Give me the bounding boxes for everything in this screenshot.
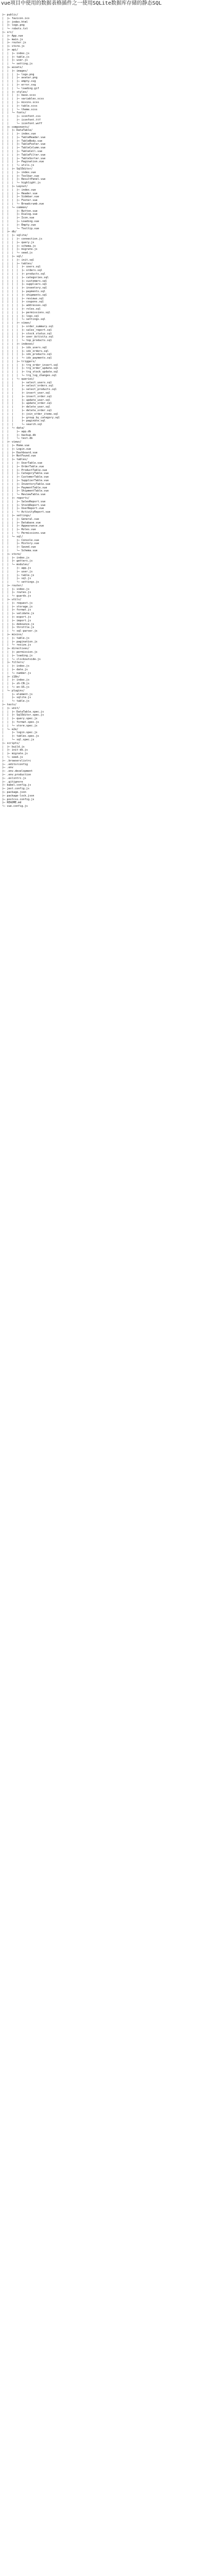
tree-line: │ │ │ │ ├─ reviews.sql — [2, 297, 44, 300]
tree-line: │ ├─ build.js — [2, 745, 25, 749]
tree-line: │ │ │ ├─ CustomerTable.vue — [2, 476, 49, 479]
tree-line: │ │ │ │ ├─ categories.sql — [2, 276, 49, 279]
tree-line: │ │ │ │ ├─ payments.sql — [2, 290, 46, 293]
tree-line: │ │ ├─ Icon.vue — [2, 216, 34, 220]
tree-line: │ │ │ └─ theme.scss — [2, 108, 38, 111]
tree-line: │ │ └─ modules/ — [2, 563, 30, 567]
tree-line: │ │ ├─ History.vue — [2, 542, 39, 546]
tree-line: │ │ ├─ sql.js — [2, 577, 31, 581]
tree-line: │ │ ├─ export.js — [2, 616, 31, 619]
tree-line: │ ├─ api/ — [2, 48, 19, 52]
tree-line: │ ├─ login.spec.js — [2, 731, 38, 735]
tree-line: │ └─ robots.txt — [2, 27, 28, 31]
tree-line: │ │ │ │ ├─ user_activity.sql — [2, 335, 53, 339]
tree-line: │ ├─ views/ — [2, 440, 22, 444]
tree-line: │ │ ├─ format.spec.js — [2, 720, 39, 724]
tree-line: │ │ │ ├─ index.vue — [2, 171, 36, 174]
tree-line: │ ├─ index.html — [2, 20, 28, 24]
tree-line: │ │ │ │ ├─ inventory.sql — [2, 286, 47, 290]
tree-line: │ │ ├─ user.js — [2, 59, 28, 62]
tree-line: │ │ │ ├─ views/ — [2, 321, 31, 325]
tree-line: │ │ ├─ Saved.vue — [2, 546, 36, 549]
tree-line: │ │ │ ├─ query.js — [2, 241, 34, 244]
tree-line: │ │ ├─ SqlEditor/ — [2, 167, 33, 171]
tree-line: │ │ ├─ iconfont.css — [2, 115, 41, 118]
tree-line: │ │ │ ├─ CategoryTable.vue — [2, 472, 49, 476]
tree-line: │ │ ├─ table.js — [2, 636, 30, 640]
tree-line: │ │ │ ├─ mixins.scss — [2, 100, 39, 104]
tree-line: │ │ └─ sql-parser.js — [2, 630, 38, 633]
tree-line: │ ├─ store.js — [2, 45, 25, 48]
tree-line: │ │ │ ├─ avatar.png — [2, 76, 38, 80]
tree-line: │ │ ├─ index.js — [2, 665, 30, 668]
tree-line: │ ├─ element.js — [2, 692, 33, 696]
tree-line: │ │ │ ├─ SalesReport.vue — [2, 500, 46, 503]
tree-line: │ │ ├─ index.js — [2, 587, 30, 591]
tree-line: │ │ │ ├─ select_products.sql — [2, 388, 57, 392]
tree-line: │ ├─ logo.png — [2, 24, 25, 27]
tree-line: │ ├─ store/ — [2, 552, 22, 556]
tree-line: │ │ ├─ DataTable.spec.js — [2, 710, 44, 714]
tree-line: ├─ postcss.config.js — [2, 798, 34, 801]
tree-line: ├─ .eslintrc.js — [2, 776, 26, 780]
tree-line: ├─ babel.config.js — [2, 784, 31, 787]
tree-line: │ │ │ ├─ tables/ — [2, 262, 33, 265]
tree-line: │ │ ├─ request.js — [2, 601, 33, 605]
tree-line: │ │ ├─ DataTable/ — [2, 129, 33, 132]
tree-line: │ │ │ │ ├─ orders.sql — [2, 269, 43, 273]
tree-line: │ ├─ App.vue — [2, 34, 23, 38]
tree-line: │ │ ├─ settings/ — [2, 514, 31, 517]
tree-line: │ │ ├─ storage.js — [2, 605, 33, 608]
tree-line: │ │ │ ├─ select_users.sql — [2, 381, 52, 384]
tree-line: │ │ │ ├─ empty.svg — [2, 80, 36, 83]
tree-line: │ │ │ │ ├─ logs.sql — [2, 314, 39, 318]
tree-line: │ ├─ init-db.js — [2, 749, 28, 752]
tree-line: │ ├─ directives/ — [2, 647, 30, 651]
tree-line: │ │ │ ├─ group_by_category.sql — [2, 416, 60, 419]
tree-line: │ │ ├─ Console.vue — [2, 538, 39, 542]
tree-line: │ │ │ │ └─ settings.sql — [2, 318, 46, 321]
tree-line: │ │ ├─ debounce.js — [2, 622, 34, 626]
tree-line: │ │ │ │ ├─ roles.sql — [2, 307, 41, 311]
tree-line: │ │ │ ├─ index.vue — [2, 188, 36, 192]
tree-line: │ ├─ unit/ — [2, 706, 20, 710]
tree-line: │ │ │ ├─ ResultPanel.vue — [2, 178, 46, 181]
tree-line: │ │ └─ number.js — [2, 671, 31, 675]
tree-line: │ │ │ │ ├─ idx_products.sql — [2, 353, 52, 357]
tree-line: │ └─ e2e/ — [2, 727, 19, 731]
tree-line: │ │ ├─ tables/ — [2, 458, 28, 462]
tree-line: │ │ │ ├─ paginate.sql — [2, 419, 46, 423]
tree-line: │ └─ table.js — [2, 700, 30, 703]
tree-line: │ │ │ └─ queries/ — [2, 377, 34, 381]
tree-line: │ │ │ ├─ update_user.sql — [2, 398, 50, 402]
tree-line: │ │ ├─ Login.vue — [2, 447, 31, 451]
tree-line: │ │ ├─ throttle.js — [2, 626, 34, 630]
tree-line: │ │ │ │ └─ idx_payments.sql — [2, 357, 52, 360]
tree-line: │ │ │ ├─ General.vue — [2, 517, 39, 521]
tree-line: │ │ └─ iconfont.woff — [2, 122, 43, 125]
tree-line: ├─ .gitignore — [2, 780, 23, 784]
tree-line: │ │ │ ├─ Database.vue — [2, 521, 41, 524]
tree-line: │ │ │ ├─ UserTable.vue — [2, 462, 43, 465]
tree-line: │ │ │ ├─ InventoryTable.vue — [2, 482, 50, 486]
tree-line: │ │ │ │ └─ top_products.sql — [2, 339, 52, 343]
tree-line: │ │ │ └─ highlight.js — [2, 181, 41, 185]
tree-line: │ │ │ └─ Breadcrumb.vue — [2, 202, 44, 206]
tree-line: │ │ │ └─ ReviewTable.vue — [2, 493, 46, 497]
tree-line: │ │ │ ├─ join_order_items.sql — [2, 412, 59, 416]
tree-line: │ │ └─ Schema.vue — [2, 549, 38, 552]
tree-line: │ │ │ ├─ ShipmentTable.vue — [2, 489, 49, 493]
tree-line: │ ├─ i18n/ — [2, 675, 20, 679]
tree-line: │ │ │ ├─ SupplierTable.vue — [2, 479, 49, 482]
tree-line: │ │ │ │ ├─ permissions.sql — [2, 311, 50, 314]
tree-line: │ │ │ ├─ Header.vue — [2, 192, 38, 195]
tree-line: │ ├─ router.js — [2, 41, 26, 45]
tree-line: │ │ ├─ table.js — [2, 55, 30, 59]
tree-line: │ │ └─ clickoutside.js — [2, 657, 41, 661]
tree-line: │ │ │ │ ├─ addresses.sql — [2, 304, 47, 308]
tree-line: │ │ └─ en-US.js — [2, 686, 30, 689]
tree-line: ├─ jest.config.js — [2, 787, 30, 791]
tree-line: │ │ │ ├─ TableFilter.vue — [2, 153, 46, 157]
tree-line: │ │ │ ├─ connection.js — [2, 238, 43, 241]
tree-line: │ │ │ ├─ delete_user.sql — [2, 405, 50, 409]
tree-line: │ │ │ ├─ logo.png — [2, 73, 34, 76]
tree-line: ├─ .env.production — [2, 773, 31, 776]
tree-line: │ │ ├─ iconfont.ttf — [2, 118, 41, 122]
tree-line: │ │ │ ├─ TableHeader.vue — [2, 135, 46, 139]
directory-tree — [2, 13, 213, 808]
tree-line: │ │ ├─ styles/ — [2, 90, 28, 94]
tree-line: │ ├─ db/ — [2, 230, 17, 234]
tree-line: │ │ │ │ ├─ shipments.sql — [2, 293, 47, 297]
tree-line: ├─ .browserslistrc — [2, 759, 31, 762]
tree-line: │ │ │ ├─ Footer.vue — [2, 199, 38, 202]
tree-line: │ │ └─ setting.js — [2, 62, 33, 66]
tree-line: ├─ src/ — [2, 30, 13, 34]
tree-line: │ │ │ ├─ variables.scss — [2, 97, 44, 101]
tree-line: │ │ │ ├─ Toolbar.vue — [2, 174, 39, 178]
tree-line: │ │ ├─ Layout/ — [2, 185, 28, 189]
tree-line: │ │ └─ sql/ — [2, 535, 23, 538]
tree-line: │ ├─ filters/ — [2, 661, 25, 665]
tree-line: │ │ ├─ Button.vue — [2, 209, 38, 213]
tree-line: │ │ ├─ loading.js — [2, 654, 33, 657]
tree-line: │ │ └─ fonts/ — [2, 111, 26, 115]
tree-line: └─ vue.config.js — [2, 805, 28, 808]
tree-line: │ ├─ assets/ — [2, 65, 23, 69]
tree-line: ├─ package.json — [2, 790, 26, 794]
tree-line: │ │ │ └─ Permissions.vue — [2, 531, 46, 535]
tree-line: │ │ │ ├─ schema.js — [2, 244, 36, 248]
tree-line: │ │ ├─ table.js — [2, 573, 34, 577]
tree-line: │ │ │ │ ├─ suppliers.sql — [2, 283, 47, 286]
tree-line: │ │ │ │ └─ trg_log_changes.sql — [2, 374, 57, 378]
tree-line: │ │ │ ├─ Appearance.vue — [2, 524, 44, 528]
tree-line: │ │ │ │ ├─ trg_order_insert.sql — [2, 363, 59, 367]
tree-line: ├─ .env.development — [2, 770, 33, 773]
tree-line: │ │ │ │ ├─ customers.sql — [2, 279, 47, 283]
tree-line: ├─ README.md — [2, 801, 22, 805]
tree-line: │ ├─ router/ — [2, 584, 23, 587]
tree-line: ├─ .editorconfig — [2, 762, 28, 766]
tree-line: │ │ ├─ Loading.vue — [2, 220, 39, 224]
tree-line: │ │ ├─ validate.js — [2, 612, 34, 616]
page-heading: vue项目中使用的数据表格插件之一使用SQLite数据库存储的静态SQL — [1, 1, 162, 6]
tree-line: │ │ ├─ app.db — [2, 430, 31, 433]
tree-line: │ │ ├─ sqlite/ — [2, 234, 28, 238]
tree-line: │ │ │ ├─ indexes/ — [2, 342, 34, 346]
tree-line: │ ├─ mixins/ — [2, 633, 23, 637]
tree-line: │ │ │ ├─ UserReport.vue — [2, 507, 44, 511]
tree-line: │ ├─ utils/ — [2, 598, 22, 602]
tree-line: │ │ └─ store.spec.js — [2, 724, 38, 727]
tree-line: │ │ └─ common/ — [2, 206, 28, 209]
tree-line: │ │ │ ├─ triggers/ — [2, 360, 36, 363]
tree-line: │ │ ├─ Empty.vue — [2, 223, 36, 227]
tree-line: │ │ ├─ Dashboard.vue — [2, 451, 38, 454]
tree-line: │ │ │ │ ├─ users.sql — [2, 265, 41, 269]
tree-line: │ │ │ ├─ select_orders.sql — [2, 384, 53, 388]
tree-line: │ │ │ ├─ PaymentTable.vue — [2, 486, 47, 489]
tree-line: │ │ │ ├─ TableSorter.vue — [2, 157, 46, 160]
tree-line: │ │ │ │ ├─ trg_order_update.sql — [2, 367, 59, 370]
tree-line: │ │ │ └─ utils.js — [2, 164, 34, 167]
tree-line: │ │ ├─ Home.vue — [2, 444, 30, 448]
tree-line: │ │ ├─ index.js — [2, 52, 30, 55]
tree-line: │ └─ seed.js — [2, 755, 23, 759]
tree-line: │ │ ├─ getters.js — [2, 560, 33, 563]
tree-line: │ │ ├─ NotFound.vue — [2, 454, 36, 458]
tree-line: │ │ ├─ pagination.js — [2, 640, 38, 643]
tree-line: │ │ ├─ SqlEditor.spec.js — [2, 714, 44, 717]
tree-line: ├─ tests/ — [2, 703, 17, 706]
tree-line: │ │ └─ Tooltip.vue — [2, 227, 39, 230]
tree-line: │ │ │ ├─ migrate.js — [2, 248, 38, 251]
tree-line: │ │ │ ├─ delete_order.sql — [2, 409, 52, 413]
tree-line: │ │ ├─ import.js — [2, 619, 31, 622]
tree-line: │ │ ├─ permission.js — [2, 651, 38, 654]
tree-line: │ │ │ │ ├─ coupons.sql — [2, 300, 44, 304]
tree-line: │ ├─ favicon.ico — [2, 16, 30, 20]
tree-line: │ │ ├─ routes.js — [2, 591, 31, 595]
tree-line: │ │ │ ├─ Roles.vue — [2, 528, 36, 532]
tree-line: │ │ │ └─ seed.js — [2, 251, 33, 255]
tree-line: │ │ │ ├─ TableBody.vue — [2, 139, 43, 143]
tree-line: │ │ └─ settings.js — [2, 581, 39, 584]
tree-line: │ │ ├─ index.js — [2, 679, 30, 682]
tree-line: │ │ │ │ ├─ trg_stock_update.sql — [2, 370, 59, 374]
tree-line: │ │ │ │ ├─ order_summary.sql — [2, 325, 53, 328]
tree-line: │ │ ├─ query.spec.js — [2, 717, 38, 721]
tree-line: │ │ │ ├─ TableFooter.vue — [2, 143, 46, 146]
tree-line: │ │ └─ data/ — [2, 427, 25, 430]
tree-line: │ │ │ │ ├─ sales_report.sql — [2, 328, 52, 332]
tree-line: │ │ └─ test.db — [2, 437, 33, 440]
tree-line: ├─ package-lock.json — [2, 794, 34, 798]
tree-line: │ │ │ ├─ Pagination.vue — [2, 160, 44, 164]
tree-line: ├─ scripts/ — [2, 741, 20, 745]
tree-line: │ │ │ ├─ table.scss — [2, 104, 38, 108]
tree-line: │ │ │ ├─ OrderTable.vue — [2, 465, 44, 468]
tree-line: │ │ │ ├─ ProductTable.vue — [2, 468, 47, 472]
tree-line: │ │ │ ├─ TableCell.vue — [2, 150, 43, 154]
tree-line: │ │ ├─ date.js — [2, 668, 28, 672]
tree-line: │ │ ├─ user.js — [2, 570, 33, 573]
tree-line: │ │ │ │ ├─ stock_status.sql — [2, 332, 52, 335]
tree-line: │ │ │ ├─ Sidebar.vue — [2, 195, 39, 199]
tree-line: │ └─ plugins/ — [2, 689, 25, 692]
tree-line: │ │ ├─ sql/ — [2, 255, 23, 258]
tree-line: │ │ │ ├─ index.vue — [2, 132, 36, 136]
tree-line: │ ├─ tables.spec.js — [2, 735, 39, 738]
tree-line: │ │ └─ resize.js — [2, 643, 31, 647]
tree-line: │ │ │ ├─ base.scss — [2, 94, 36, 97]
tree-line: │ │ │ │ ├─ products.sql — [2, 272, 46, 276]
tree-line: ├─ public/ — [2, 13, 19, 16]
tree-line: │ │ │ │ ├─ idx_orders.sql — [2, 349, 49, 353]
tree-line: │ │ └─ guards.js — [2, 595, 31, 598]
tree-line: │ │ │ └─ loading.gif — [2, 87, 39, 90]
tree-line: │ │ │ ├─ TableColumn.vue — [2, 146, 46, 150]
tree-line: │ │ ├─ reports/ — [2, 496, 30, 500]
tree-line: │ │ │ └─ ActivityReport.vue — [2, 511, 50, 514]
tree-line: │ │ │ ├─ StockReport.vue — [2, 503, 46, 507]
tree-line: │ ├─ main.js — [2, 38, 23, 41]
tree-line: │ ├─ components/ — [2, 125, 30, 129]
tree-line: │ ├─ migrate.js — [2, 752, 28, 756]
tree-line: │ │ ├─ images/ — [2, 69, 28, 73]
tree-line: │ │ ├─ zh-CN.js — [2, 682, 30, 686]
tree-line: │ │ │ ├─ error.svg — [2, 83, 36, 87]
tree-line: │ │ │ │ ├─ idx_users.sql — [2, 346, 47, 349]
tree-line: │ │ ├─ format.js — [2, 608, 31, 612]
tree-line: │ │ ├─ Dialog.vue — [2, 213, 38, 216]
tree-line: │ │ │ ├─ update_order.sql — [2, 402, 52, 405]
tree-line: │ │ ├─ backup.db — [2, 433, 36, 437]
tree-line: │ │ │ └─ search.sql — [2, 423, 43, 427]
tree-line: │ │ ├─ index.js — [2, 556, 30, 560]
tree-line: │ ├─ sqlite.js — [2, 696, 31, 700]
tree-line: │ │ ├─ app.js — [2, 566, 31, 570]
tree-line: │ │ │ ├─ init.sql — [2, 258, 34, 262]
tree-line: │ │ │ ├─ insert_order.sql — [2, 395, 52, 398]
tree-line: │ └─ sql.spec.js — [2, 738, 34, 741]
tree-line: ├─ .env — [2, 766, 13, 770]
tree-line: │ │ │ ├─ insert_user.sql — [2, 392, 50, 395]
